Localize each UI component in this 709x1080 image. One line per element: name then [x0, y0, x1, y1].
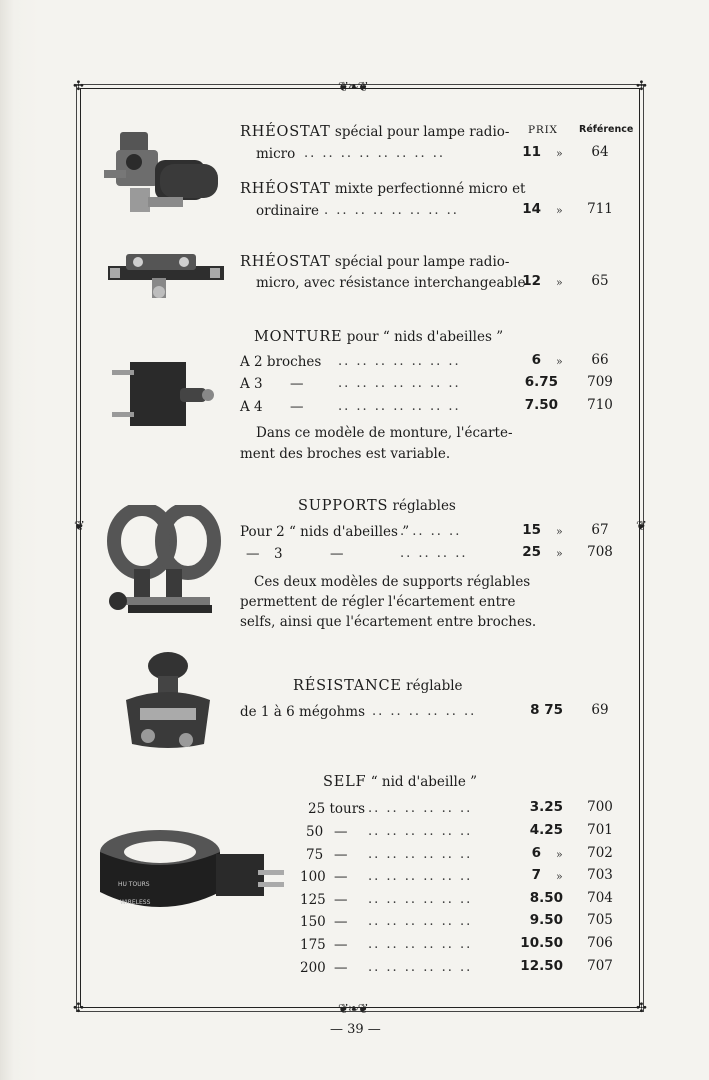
ditto-mark: » [556, 848, 563, 861]
resistance-ref: 69 [591, 702, 609, 718]
monture-note: ment des broches est variable. [240, 446, 451, 462]
rheostat-interchangeable-image [106, 248, 226, 304]
leader-dots: .. .. .. .. .. .. [368, 847, 473, 862]
supports-row-label: Pour 2 “ nids d'abeilles ” [240, 524, 410, 540]
dash-mark: — [334, 869, 348, 885]
leader-dots: .. .. .. .. .. .. [368, 892, 473, 907]
monture-row-ref: 709 [587, 374, 613, 390]
rheostat2-desc: mixte perfectionné micro et [334, 181, 526, 197]
self-first-label: 25 tours [308, 801, 366, 817]
self-row-turns: 75 [306, 847, 324, 863]
supports-image [104, 505, 224, 620]
rheostat2-title: RHÉOSTAT [240, 181, 331, 197]
monture-row-price: 6.75 [524, 374, 558, 390]
page-number: — 39 — [330, 1022, 381, 1037]
rheostat1-price: 11 [522, 144, 541, 160]
supports-subtitle: réglables [392, 498, 456, 514]
rheostat1-desc: spécial pour lampe radio- [334, 124, 510, 140]
self-row-turns: 200 [300, 960, 326, 976]
leader-dots: . .. .. .. .. .. .. .. [324, 203, 459, 218]
ditto-mark: » [556, 547, 563, 560]
monture-row-ref: 66 [591, 352, 609, 368]
leader-dots: .. .. .. .. .. .. [368, 937, 473, 952]
dash-mark: — [334, 892, 348, 908]
monture-row-label: A 3 [240, 376, 263, 392]
supports-row-price: 15 [522, 522, 541, 538]
monture-row-ref: 710 [587, 397, 613, 413]
self-row-price: 6 [531, 845, 541, 861]
leader-dots: .. .. .. .. .. .. [368, 869, 473, 884]
coil-print: WIRELESS [120, 899, 151, 906]
leader-dots: .. .. .. .. .. .. .. [338, 399, 461, 414]
monture-row-label: A 2 broches [240, 354, 322, 370]
self-row-price: 9.50 [529, 912, 563, 928]
leader-dots: .. .. .. .. .. .. [372, 704, 477, 719]
ditto-mark: » [556, 525, 563, 538]
supports-row-ref: 708 [587, 544, 613, 560]
dash-mark: — [334, 847, 348, 863]
resistance-image [118, 648, 218, 756]
self-row-turns: 50 [306, 824, 324, 840]
corner-ornament: ✣ [636, 79, 647, 94]
rheostat3-ref: 65 [591, 273, 609, 289]
rheostat1-title: RHÉOSTAT [240, 124, 331, 140]
self-row-price: 12.50 [520, 958, 563, 974]
side-ornament: ❦ [74, 519, 85, 534]
dash-mark: — [290, 399, 304, 415]
dash-mark: — [334, 937, 348, 953]
supports-note: permettent de régler l'écartement entre [240, 594, 516, 610]
corner-ornament: ✣ [73, 1001, 84, 1016]
supports-row-price: 25 [522, 544, 541, 560]
self-row-price: 10.50 [520, 935, 563, 951]
rheostat2-price: 14 [522, 201, 541, 217]
ditto-mark: » [556, 147, 563, 160]
reference-column-header: Référence [579, 124, 634, 135]
self-row-price: 3.25 [529, 799, 563, 815]
side-ornament: ❦ [636, 519, 647, 534]
rheostat3-title: RHÉOSTAT [240, 254, 331, 270]
supports-row-ref: 67 [591, 522, 609, 538]
ditto-mark: » [556, 204, 563, 217]
self-row-turns: 125 [300, 892, 326, 908]
monture-row-label: A 4 [240, 399, 263, 415]
leader-dots: .. .. .. .. .. .. [368, 914, 473, 929]
rheostat1-desc-line2: micro [256, 146, 296, 162]
rheostat1-ref: 64 [591, 144, 609, 160]
self-row-ref: 704 [587, 890, 613, 906]
rheostat2-ref: 711 [587, 201, 613, 217]
resistance-label: de 1 à 6 mégohms [240, 704, 366, 720]
supports-note: Ces deux modèles de supports réglables [254, 574, 531, 590]
supports-row-label: 3 [274, 546, 283, 562]
self-row-ref: 703 [587, 867, 613, 883]
coil-print: HU TOURS [118, 881, 150, 888]
leader-dots: .. .. .. .. .. .. [368, 801, 473, 816]
bottom-ornament: ❦❧❦ [338, 1002, 368, 1017]
leader-dots: .. .. .. .. .. .. [368, 824, 473, 839]
self-row-turns: 100 [300, 869, 326, 885]
monture-row-price: 7.50 [524, 397, 558, 413]
price-column-header: PRIX [528, 124, 558, 136]
self-row-price: 7 [531, 867, 541, 883]
dash-mark: — [334, 824, 348, 840]
rheostat-micro-image [100, 122, 225, 217]
self-row-ref: 701 [587, 822, 613, 838]
leader-dots: .. .. .. .. .. .. .. .. [304, 146, 446, 161]
self-row-ref: 706 [587, 935, 613, 951]
self-subtitle: “ nid d'abeille ” [370, 774, 478, 790]
self-row-price: 8.50 [529, 890, 563, 906]
dash-mark: — [334, 960, 348, 976]
dash-mark: — [246, 546, 260, 562]
monture-image [108, 358, 218, 432]
dash-mark: — [334, 914, 348, 930]
resistance-title: RÉSISTANCE [293, 678, 402, 694]
corner-ornament: ✣ [73, 79, 84, 94]
self-row-ref: 702 [587, 845, 613, 861]
rheostat2-desc-line2: ordinaire [256, 203, 320, 219]
self-row-price: 4.25 [529, 822, 563, 838]
monture-title: MONTURE [254, 329, 343, 345]
rheostat3-desc: spécial pour lampe radio- [334, 254, 510, 270]
ditto-mark: » [556, 276, 563, 289]
dash-mark: — [330, 546, 344, 562]
monture-note: Dans ce modèle de monture, l'écarte- [256, 425, 513, 441]
supports-note: selfs, ainsi que l'écartement entre broches. [240, 614, 537, 630]
dash-mark: — [290, 376, 304, 392]
monture-subtitle: pour “ nids d'abeilles ” [346, 329, 504, 345]
self-coil-image [98, 826, 288, 921]
rheostat3-price: 12 [522, 273, 541, 289]
ditto-mark: » [556, 870, 563, 883]
leader-dots: .. .. .. .. .. .. [368, 960, 473, 975]
leader-dots: .. .. .. .. .. .. .. [338, 376, 461, 391]
resistance-subtitle: réglable [406, 678, 463, 694]
self-row-turns: 175 [300, 937, 326, 953]
self-row-turns: 150 [300, 914, 326, 930]
self-title: SELF [323, 774, 367, 790]
leader-dots: .. .. .. .. .. .. .. [338, 354, 461, 369]
corner-ornament: ✣ [636, 1001, 647, 1016]
leader-dots: .. .. .. .. [400, 546, 468, 561]
leader-dots: . .. .. .. [400, 524, 462, 539]
top-ornament: ❦❧❦ [338, 80, 368, 95]
self-row-ref: 705 [587, 912, 613, 928]
self-row-ref: 700 [587, 799, 613, 815]
rheostat3-desc-line2: micro, avec résistance interchangeable [256, 275, 526, 291]
supports-title: SUPPORTS [298, 498, 389, 514]
resistance-price: 8 75 [530, 702, 563, 718]
monture-row-price: 6 [531, 352, 541, 368]
ditto-mark: » [556, 355, 563, 368]
self-row-ref: 707 [587, 958, 613, 974]
